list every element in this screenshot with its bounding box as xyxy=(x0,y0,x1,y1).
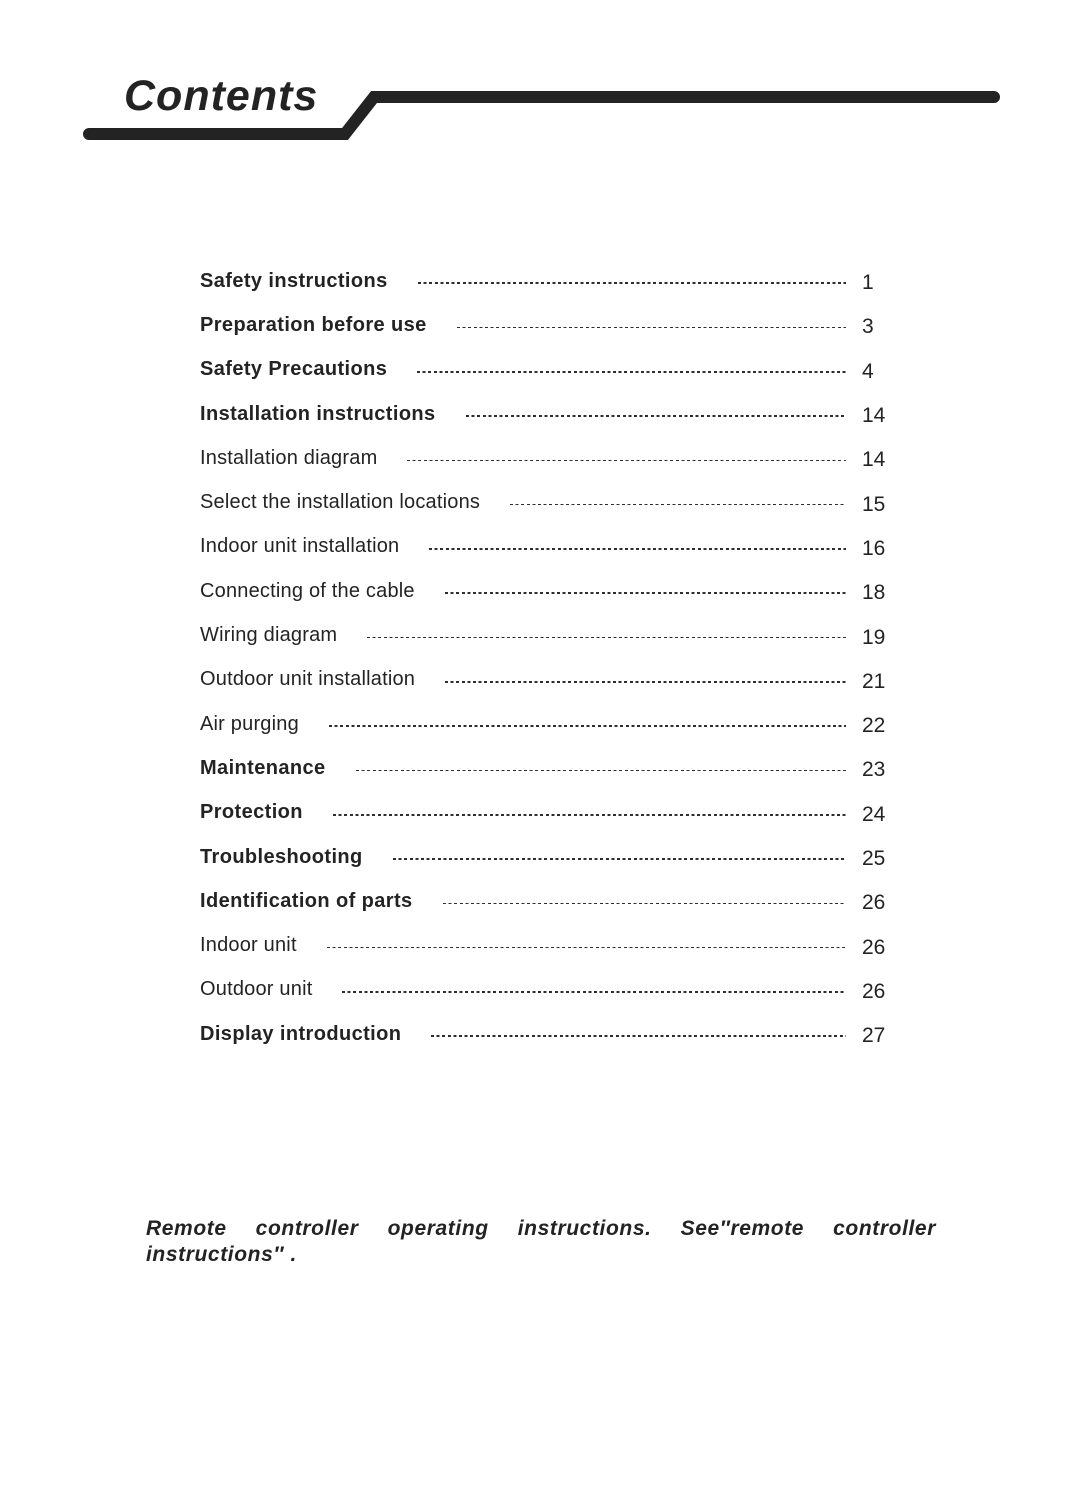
toc-page-number: 24 xyxy=(862,802,886,826)
toc-leader-dots xyxy=(418,282,846,284)
toc-entry-label: Preparation before use xyxy=(200,313,427,336)
toc-leader-dots xyxy=(510,504,846,506)
toc-row xyxy=(200,658,906,702)
toc-entry-label: Safety Precautions xyxy=(200,358,388,381)
toc-row xyxy=(200,1012,906,1056)
toc-page-number: 26 xyxy=(862,935,886,959)
toc-entry-label: Indoor unit installation xyxy=(200,535,400,558)
toc-row xyxy=(200,569,906,613)
toc-page-number: 25 xyxy=(862,847,886,870)
toc-leader-dots xyxy=(417,371,846,373)
toc-entry-label: Protection xyxy=(200,801,303,824)
toc-page-number: 23 xyxy=(862,758,886,782)
toc-page-number: 21 xyxy=(862,669,886,693)
toc-row xyxy=(200,702,906,746)
toc-entry-label: Select the installation locations xyxy=(200,491,481,514)
toc-page-number: 14 xyxy=(862,404,886,428)
toc-row xyxy=(200,480,906,524)
toc-leader-dots xyxy=(367,637,846,639)
toc-leader-dots xyxy=(445,592,846,594)
toc-row xyxy=(200,259,906,303)
toc-row xyxy=(200,746,906,790)
toc-row xyxy=(200,791,906,835)
toc-page-number: 26 xyxy=(862,891,886,915)
toc-row xyxy=(200,923,906,967)
footer-note-line1: Remote controller operating instructions. See″remote controller xyxy=(146,1217,936,1240)
footer-note-line2: instructions″ . xyxy=(146,1243,297,1266)
toc-page-number: 22 xyxy=(862,714,886,738)
toc-page-number: 14 xyxy=(862,448,886,472)
toc-entry-label: Safety instructions xyxy=(200,269,388,292)
toc-row xyxy=(200,303,906,347)
toc-row xyxy=(200,835,906,879)
toc-page-number: 15 xyxy=(862,492,886,516)
toc-leader-dots xyxy=(329,725,846,727)
toc-row xyxy=(200,348,906,392)
toc-list xyxy=(200,259,906,1056)
toc-entry-label: Air purging xyxy=(200,712,299,735)
toc-row xyxy=(200,525,906,569)
toc-entry-label: Display introduction xyxy=(200,1022,402,1045)
page-title: Contents xyxy=(124,72,319,120)
toc-row xyxy=(200,613,906,657)
toc-row xyxy=(200,879,906,923)
toc-leader-dots xyxy=(356,770,846,772)
toc-page-number: 27 xyxy=(862,1024,886,1048)
toc-page-number: 3 xyxy=(862,315,874,339)
toc-leader-dots xyxy=(445,681,846,683)
toc-row xyxy=(200,968,906,1012)
toc-page-number: 1 xyxy=(862,271,874,295)
toc-leader-dots xyxy=(429,548,846,550)
toc-entry-label: Identification of parts xyxy=(200,889,413,912)
toc-leader-dots xyxy=(431,1035,846,1037)
toc-leader-dots xyxy=(407,460,846,462)
toc-page-number: 4 xyxy=(862,359,874,383)
toc-leader-dots xyxy=(327,947,846,949)
toc-row xyxy=(200,436,906,480)
toc-leader-dots xyxy=(466,415,846,417)
toc-page-number: 18 xyxy=(862,581,886,605)
toc-leader-dots xyxy=(443,903,846,905)
toc-entry-label: Troubleshooting xyxy=(200,845,363,868)
toc-leader-dots xyxy=(342,991,846,993)
toc-page-number: 26 xyxy=(862,979,886,1003)
toc-entry-label: Indoor unit xyxy=(200,934,297,957)
toc-entry-label: Wiring diagram xyxy=(200,624,338,647)
toc-row xyxy=(200,392,906,436)
toc-page-number: 19 xyxy=(862,625,886,649)
toc-entry-label: Maintenance xyxy=(200,756,326,779)
toc-entry-label: Installation instructions xyxy=(200,402,436,425)
toc-entry-label: Installation diagram xyxy=(200,446,378,469)
toc-leader-dots xyxy=(457,327,846,329)
toc-entry-label: Outdoor unit xyxy=(200,978,313,1001)
toc-leader-dots xyxy=(333,814,846,816)
toc-entry-label: Outdoor unit installation xyxy=(200,668,416,691)
toc-page-number: 16 xyxy=(862,536,886,560)
toc-leader-dots xyxy=(393,858,846,860)
toc-entry-label: Connecting of the cable xyxy=(200,579,415,602)
footer-note xyxy=(146,1216,936,1268)
